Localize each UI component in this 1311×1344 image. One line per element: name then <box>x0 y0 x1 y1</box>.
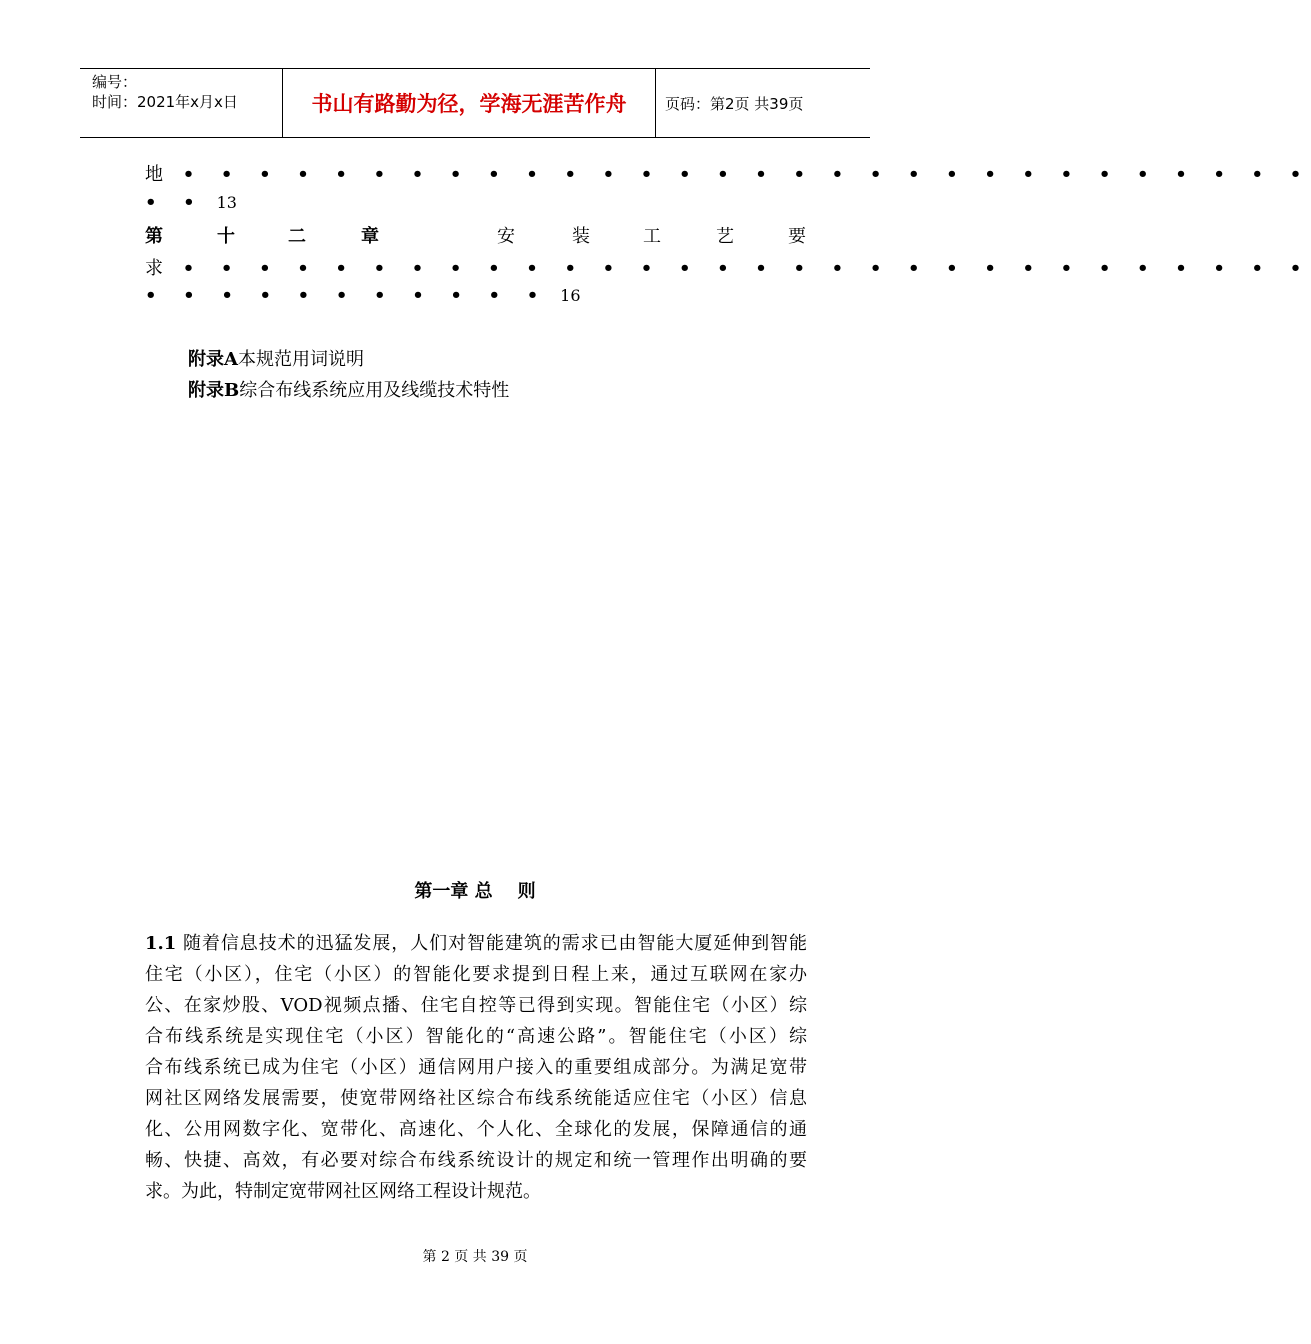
toc-char: 安 <box>497 226 515 247</box>
toc-leader-dots: • • • • • • • • • • • • • • • • • • • • • • • • • • • • • • <box>182 258 1311 279</box>
paragraph-line: 住宅（小区），住宅（小区）的智能化要求提到日程上来，通过互联网在家办 <box>145 964 807 985</box>
toc-line-2 <box>145 192 237 213</box>
toc-char: 艺 <box>716 226 734 247</box>
appendix-a-text: 本规范用词说明 <box>237 349 364 370</box>
toc-line-1 <box>145 160 1311 186</box>
code-label: 编号： <box>92 73 138 91</box>
time-label: 时间：2021年x月x日 <box>92 93 238 111</box>
paragraph-text: 随着信息技术的迅猛发展，人们对智能建筑的需求已由智能大厦延伸到智能 <box>183 933 807 954</box>
toc-chapter-12 <box>145 222 807 248</box>
chapter-title: 第一章 总 则 <box>414 881 536 902</box>
toc-line-4 <box>145 254 1311 280</box>
toc-line-5 <box>145 285 581 306</box>
appendix-a <box>188 345 364 371</box>
paragraph-line <box>145 929 807 955</box>
paragraph-line: 公、在家炒股、VOD视频点播、住宅自控等已得到实现。智能住宅（小区）综 <box>145 995 807 1016</box>
page-header <box>80 68 870 138</box>
toc-char: 工 <box>643 226 661 247</box>
appendix-b-text: 综合布线系统应用及线缆技术特性 <box>239 380 510 401</box>
paragraph-line: 求。为此，特制定宽带网社区网络工程设计规范。 <box>145 1181 541 1202</box>
paragraph-line: 畅、快捷、高效，有必要对综合布线系统设计的规定和统一管理作出明确的要 <box>145 1150 807 1171</box>
page-footer: 第 2 页 共 39 页 <box>422 1249 528 1265</box>
toc-text: 地 <box>145 164 163 185</box>
appendix-a-label: 附录A <box>188 349 238 370</box>
header-meta <box>80 69 282 137</box>
toc-page-number: 13 <box>216 193 237 212</box>
toc-page-number: 16 <box>560 286 581 305</box>
toc-leader-dots: • • <box>145 192 205 213</box>
toc-char: 二 <box>288 226 306 247</box>
header-page-cell <box>655 69 870 137</box>
toc-leader-dots: • • • • • • • • • • • <box>145 285 549 306</box>
paragraph-line: 合布线系统是实现住宅（小区）智能化的“高速公路”。智能住宅（小区）综 <box>145 1026 807 1047</box>
appendix-b-label: 附录B <box>188 380 240 401</box>
toc-char: 第 <box>145 226 163 247</box>
toc-text: 求 <box>145 258 163 279</box>
motto: 书山有路勤为径，学海无涯苦作舟 <box>311 92 627 116</box>
toc-char: 装 <box>572 226 590 247</box>
paragraph-line: 合布线系统已成为住宅（小区）通信网用户接入的重要组成部分。为满足宽带 <box>145 1057 807 1078</box>
toc-char: 十 <box>217 226 235 247</box>
paragraph-line: 化、公用网数字化、宽带化、高速化、个人化、全球化的发展，保障通信的通 <box>145 1119 807 1140</box>
section-number: 1.1 <box>145 933 177 954</box>
header-motto-cell <box>282 69 656 137</box>
paragraph-line: 网社区网络发展需要，使宽带网络社区综合布线系统能适应住宅（小区）信息 <box>145 1088 807 1109</box>
appendix-b <box>188 376 509 402</box>
toc-leader-dots: • • • • • • • • • • • • • • • • • • • • • • • • • • • • • • <box>182 164 1311 185</box>
page-info: 页码：第2页 共39页 <box>665 94 804 113</box>
toc-char: 章 <box>361 226 379 247</box>
toc-char: 要 <box>788 226 806 247</box>
